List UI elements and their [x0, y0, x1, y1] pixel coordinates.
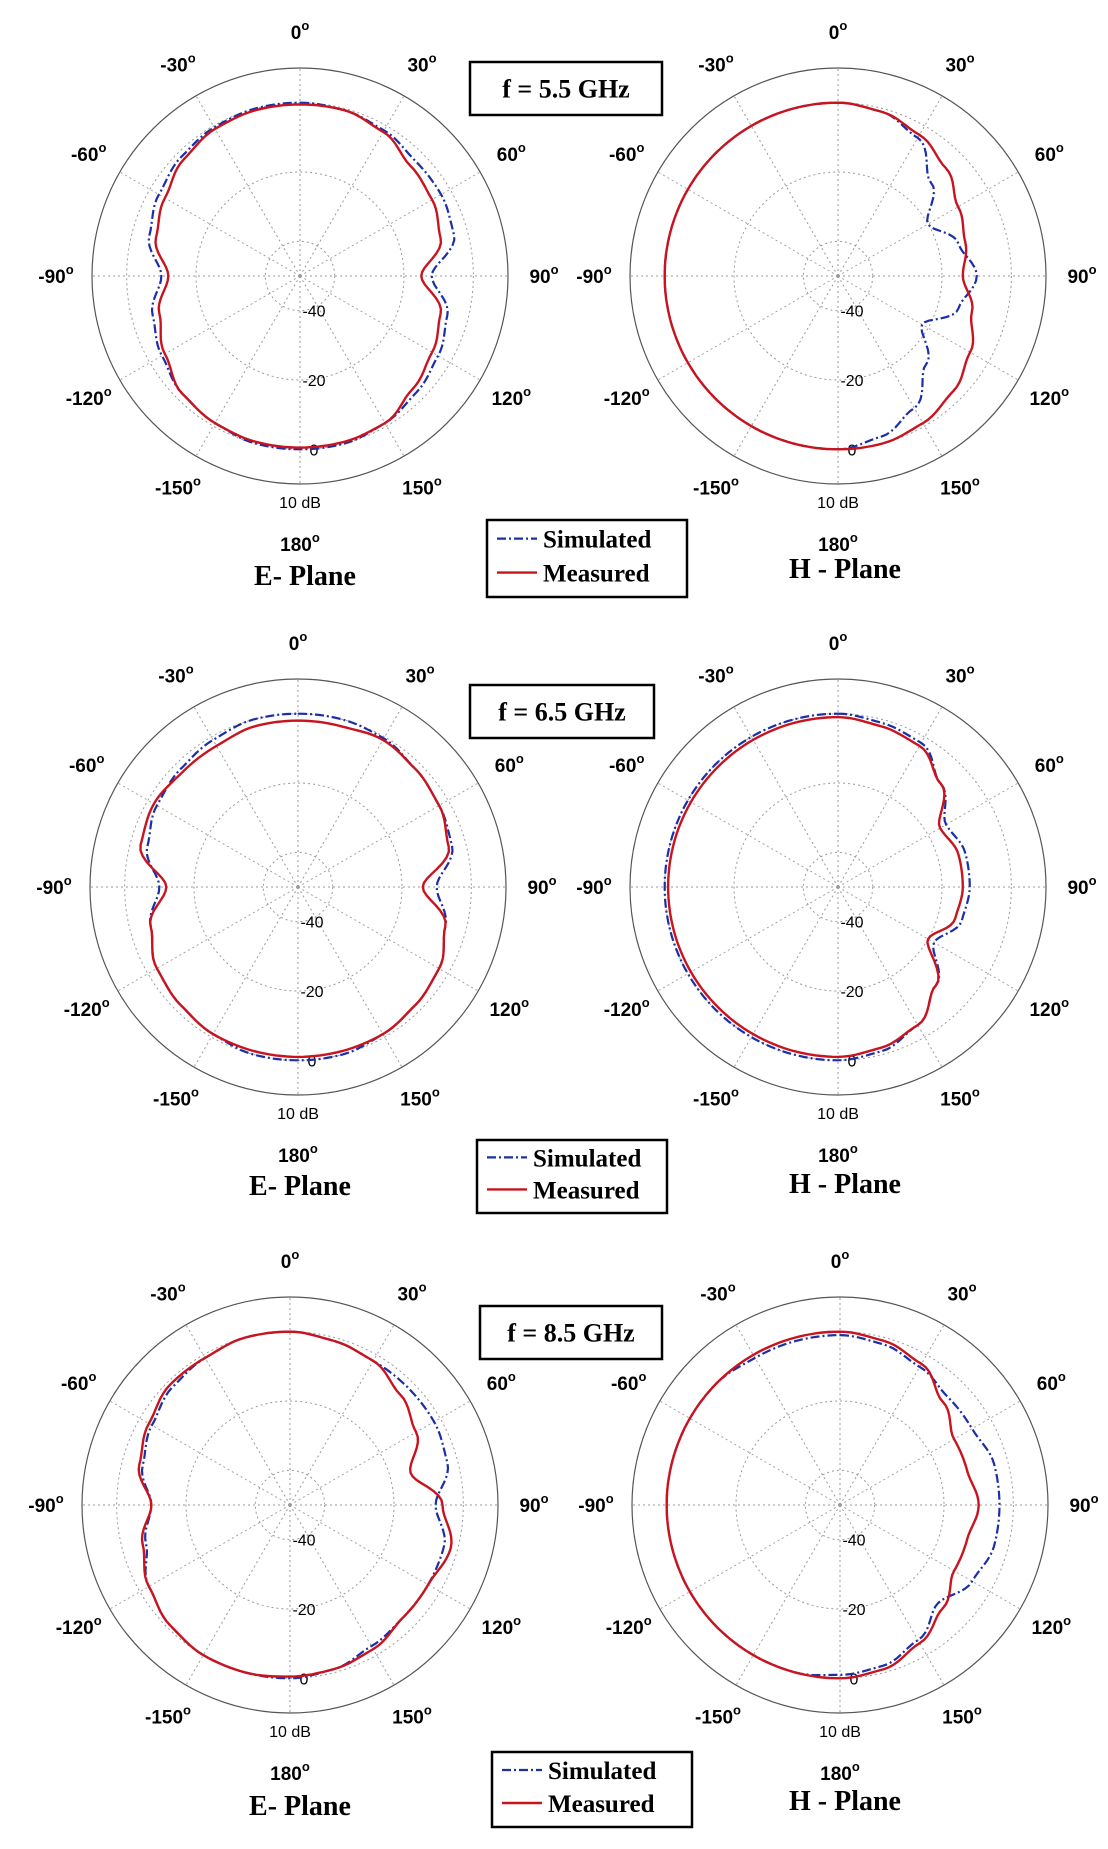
legend-simulated-label: Simulated: [548, 1758, 657, 1785]
plane-title: E- Plane: [249, 1791, 351, 1822]
ring-label: 0: [309, 442, 319, 460]
angle-label--150: -150$^o$: [693, 473, 739, 500]
angle-label-60: 60$^o$: [1034, 751, 1064, 777]
angle-label-90: 90$^o$: [1067, 873, 1097, 899]
frequency-label: f = 6.5 GHz: [498, 697, 626, 727]
grid-spoke: [838, 783, 1018, 887]
ring-label: -20: [302, 373, 326, 390]
ring-label: 0: [307, 1053, 317, 1071]
angle-label-180: 180$^o$: [820, 1759, 860, 1785]
angle-label--120: -120$^o$: [55, 1613, 102, 1639]
angle-label-180: 180$^o$: [818, 530, 858, 556]
angle-label-120: 120$^o$: [491, 384, 532, 410]
ring-label: 0: [847, 1053, 857, 1071]
grid-spoke: [840, 1401, 1020, 1505]
angle-label-60: 60$^o$: [1036, 1369, 1066, 1395]
angle-label--150: -150$^o$: [145, 1702, 191, 1729]
frequency-label: f = 5.5 GHz: [502, 74, 630, 104]
angle-label--60: -60$^o$: [60, 1369, 97, 1395]
ring-label: -40: [842, 1532, 866, 1550]
angle-label--120: -120$^o$: [603, 995, 650, 1021]
grid-spoke: [736, 1505, 840, 1685]
angle-label--90: -90$^o$: [576, 873, 612, 899]
angle-label-150: 150$^o$: [392, 1702, 432, 1729]
angle-label-30: 30$^o$: [945, 661, 975, 688]
angle-label--150: -150$^o$: [695, 1702, 741, 1729]
angle-label--30: -30$^o$: [698, 50, 734, 77]
angle-label-60: 60$^o$: [1034, 140, 1064, 166]
angle-label--120: -120$^o$: [603, 384, 650, 410]
angle-label--90: -90$^o$: [28, 1491, 64, 1517]
angle-label--30: -30$^o$: [700, 1279, 736, 1306]
ring-label: -20: [292, 1602, 316, 1619]
angle-label--30: -30$^o$: [160, 50, 196, 77]
ring-label: -40: [292, 1532, 316, 1550]
grid-spoke: [300, 172, 480, 276]
legend: [477, 1140, 667, 1213]
angle-label--60: -60$^o$: [610, 1369, 647, 1395]
angle-label-180: 180$^o$: [270, 1759, 310, 1785]
angle-label--90: -90$^o$: [576, 262, 612, 288]
grid-spoke: [290, 1505, 470, 1609]
ring-label: -20: [300, 984, 324, 1001]
ring-label: 0: [299, 1671, 309, 1689]
legend-measured-label: Measured: [543, 560, 650, 588]
angle-label-0: 0$^o$: [828, 629, 848, 655]
angle-label-150: 150$^o$: [940, 1084, 980, 1111]
grid-spoke: [290, 1325, 394, 1505]
series-measured: [141, 721, 449, 1057]
polar-chart-1: [38, 18, 687, 597]
grid-spoke: [186, 1505, 290, 1685]
angle-label-150: 150$^o$: [402, 473, 442, 500]
ring-label: -40: [840, 303, 864, 321]
legend-measured-label: Measured: [533, 1177, 640, 1205]
legend-simulated-label: Simulated: [543, 526, 652, 554]
angle-label-30: 30$^o$: [397, 1279, 427, 1306]
angle-label-180: 180$^o$: [818, 1141, 858, 1167]
angle-label--90: -90$^o$: [578, 1491, 614, 1517]
grid-spoke: [300, 96, 404, 276]
grid-spoke: [196, 276, 300, 456]
angle-label-30: 30$^o$: [945, 50, 975, 77]
grid-spoke: [838, 707, 942, 887]
angle-label--90: -90$^o$: [38, 262, 74, 288]
angle-label--60: -60$^o$: [608, 751, 645, 777]
grid-spoke: [838, 172, 1018, 276]
ring-label-outer: 10 dB: [277, 1106, 319, 1123]
angle-label-0: 0$^o$: [280, 1247, 300, 1273]
angle-label-0: 0$^o$: [828, 18, 848, 44]
grid-spoke: [298, 783, 478, 887]
angle-label-90: 90$^o$: [1067, 262, 1097, 288]
angle-label-120: 120$^o$: [1031, 1613, 1072, 1639]
grid-spoke: [734, 887, 838, 1067]
angle-label--120: -120$^o$: [63, 995, 110, 1021]
plane-title: H - Plane: [789, 554, 901, 585]
angle-label-180: 180$^o$: [280, 530, 320, 556]
grid-spoke: [840, 1505, 1020, 1609]
angle-label--150: -150$^o$: [693, 1084, 739, 1111]
angle-label-60: 60$^o$: [494, 751, 524, 777]
angle-label-120: 120$^o$: [1029, 384, 1070, 410]
ring-label: 0: [849, 1671, 859, 1689]
grid-spoke: [298, 707, 402, 887]
grid-spoke: [290, 1401, 470, 1505]
angle-label-90: 90$^o$: [529, 262, 559, 288]
polar-chart-3: [36, 629, 667, 1213]
ring-label: -40: [840, 914, 864, 932]
grid-spoke: [194, 887, 298, 1067]
angle-label-0: 0$^o$: [288, 629, 308, 655]
legend-simulated-label: Simulated: [533, 1145, 642, 1173]
angle-label-30: 30$^o$: [405, 661, 435, 688]
grid-spoke: [300, 276, 480, 380]
ring-label-outer: 10 dB: [819, 1724, 861, 1741]
angle-label--60: -60$^o$: [608, 140, 645, 166]
angle-label--120: -120$^o$: [65, 384, 112, 410]
angle-label-120: 120$^o$: [1029, 995, 1070, 1021]
legend-measured-label: Measured: [548, 1791, 655, 1818]
ring-label-outer: 10 dB: [817, 1106, 859, 1123]
ring-label-outer: 10 dB: [279, 495, 321, 512]
angle-label-30: 30$^o$: [947, 1279, 977, 1306]
angle-label--30: -30$^o$: [698, 661, 734, 688]
angle-label--150: -150$^o$: [155, 473, 201, 500]
angle-label--90: -90$^o$: [36, 873, 72, 899]
grid-spoke: [838, 96, 942, 276]
angle-label-60: 60$^o$: [486, 1369, 516, 1395]
angle-label-90: 90$^o$: [1069, 1491, 1099, 1517]
angle-label-120: 120$^o$: [481, 1613, 522, 1639]
angle-label--120: -120$^o$: [605, 1613, 652, 1639]
angle-label-180: 180$^o$: [278, 1141, 318, 1167]
frequency-label: f = 8.5 GHz: [507, 1318, 635, 1348]
ring-label: 0: [847, 442, 857, 460]
plane-title: H - Plane: [789, 1169, 901, 1200]
angle-label-150: 150$^o$: [942, 1702, 982, 1729]
angle-label-90: 90$^o$: [519, 1491, 549, 1517]
angle-label--150: -150$^o$: [153, 1084, 199, 1111]
angle-label--30: -30$^o$: [150, 1279, 186, 1306]
ring-label: -40: [302, 303, 326, 321]
grid-spoke: [838, 276, 1018, 380]
angle-label-120: 120$^o$: [489, 995, 530, 1021]
ring-label: -40: [300, 914, 324, 932]
angle-label-0: 0$^o$: [830, 1247, 850, 1273]
ring-label: -20: [840, 984, 864, 1001]
grid-spoke: [298, 887, 478, 991]
angle-label-150: 150$^o$: [400, 1084, 440, 1111]
plane-title: E- Plane: [249, 1171, 351, 1202]
plane-title: E- Plane: [254, 561, 356, 592]
grid-spoke: [734, 276, 838, 456]
plane-title: H - Plane: [789, 1786, 901, 1817]
angle-label-90: 90$^o$: [527, 873, 557, 899]
ring-label-outer: 10 dB: [269, 1724, 311, 1741]
polar-chart-5: [28, 1247, 692, 1827]
angle-label-30: 30$^o$: [407, 50, 437, 77]
ring-label-outer: 10 dB: [817, 495, 859, 512]
angle-label-60: 60$^o$: [496, 140, 526, 166]
angle-label--60: -60$^o$: [70, 140, 107, 166]
angle-label-0: 0$^o$: [290, 18, 310, 44]
ring-label: -20: [842, 1602, 866, 1619]
grid-spoke: [840, 1325, 944, 1505]
angle-label--30: -30$^o$: [158, 661, 194, 688]
legend: [487, 520, 687, 597]
ring-label: -20: [840, 373, 864, 390]
angle-label-150: 150$^o$: [940, 473, 980, 500]
legend: [492, 1752, 692, 1827]
angle-label--60: -60$^o$: [68, 751, 105, 777]
